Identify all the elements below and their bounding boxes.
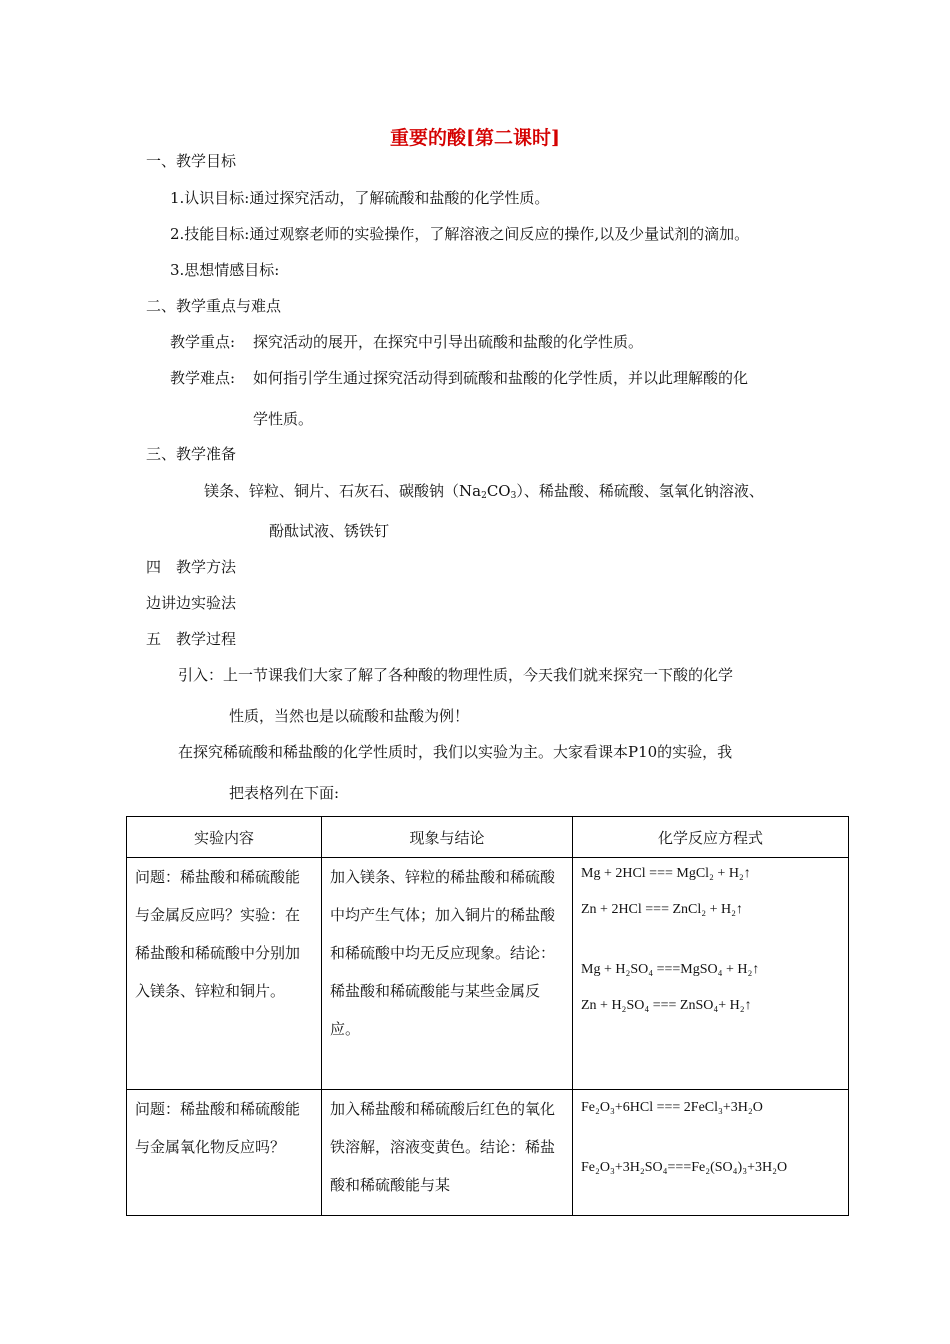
- equation: Zn + 2HCl === ZnCl₂ + H₂↑: [581, 902, 744, 917]
- equation: Zn + H₂SO₄ === ZnSO₄+ H₂↑: [581, 998, 752, 1013]
- section-3-heading: 三、教学准备: [146, 445, 237, 463]
- row2-phenomenon: 加入稀盐酸和稀硫酸后红色的氧化铁溶解，溶液变黄色。结论：稀盐酸和稀硫酸能与某: [330, 1100, 556, 1194]
- table-cell: [322, 1090, 573, 1216]
- table-header-row: [127, 817, 849, 858]
- key-point-text: 探究活动的展开，在探究中引导出硫酸和盐酸的化学性质。: [253, 333, 644, 351]
- experiment-table: [126, 816, 849, 1216]
- equation: Fe₂O₃+6HCl === 2FeCl₃+3H₂O: [581, 1100, 763, 1115]
- teaching-method: 边讲边实验法: [146, 594, 237, 612]
- table-cell: [127, 1090, 322, 1216]
- section-4-heading: 四 教学方法: [146, 558, 237, 576]
- section-1-heading: 一、教学目标: [146, 152, 237, 170]
- equation: Mg + H₂SO₄ ===MgSO₄ + H₂↑: [581, 962, 760, 977]
- section-2-heading: 二、教学重点与难点: [146, 297, 282, 315]
- table-cell: [127, 858, 322, 1090]
- section-5-heading: 五 教学过程: [146, 630, 237, 648]
- key-point-label: 教学重点:: [170, 333, 236, 351]
- goal-skill: 2.技能目标:通过观察老师的实验操作，了解溶液之间反应的操作,以及少量试剂的滴加。: [170, 225, 750, 243]
- header-content: 实验内容: [127, 817, 322, 858]
- goal-cognitive: 1.认识目标:通过探究活动，了解硫酸和盐酸的化学性质。: [170, 189, 550, 207]
- header-equation: 化学反应方程式: [573, 817, 849, 858]
- difficulty-text: 如何指引学生通过探究活动得到硫酸和盐酸的化学性质，并以此理解酸的化: [253, 369, 749, 387]
- page-title: 重要的酸[第二课时]: [390, 127, 560, 149]
- header-phenomenon: 现象与结论: [322, 817, 573, 858]
- goal-emotion: 3.思想情感目标:: [170, 261, 280, 279]
- equation: Mg + 2HCl === MgCl₂ + H₂↑: [581, 866, 751, 881]
- materials-line-2: 酚酞试液、锈铁钉: [269, 522, 390, 540]
- paragraph-2-line-2: 把表格列在下面:: [229, 784, 340, 802]
- table-cell: [573, 858, 849, 1090]
- row2-content: 问题：稀盐酸和稀硫酸能与金属氧化物反应吗？: [135, 1100, 301, 1156]
- table-row: [127, 858, 849, 1090]
- difficulty-label: 教学难点:: [170, 369, 236, 387]
- difficulty-text-cont: 学性质。: [253, 410, 314, 428]
- row1-content: 问题：稀盐酸和稀硫酸能与金属反应吗？实验：在稀盐酸和稀硫酸中分别加入镁条、锌粒和铜片。: [135, 868, 301, 1000]
- equation: Fe₂O₃+3H₂SO₄===Fe₂(SO₄)₃+3H₂O: [581, 1160, 788, 1175]
- materials-line-1: 镁条、锌粒、铜片、石灰石、碳酸钠$(Na_2CO_3)$、稀盐酸、稀硫酸、氢氧化钠溶液、: [204, 482, 764, 501]
- intro-line-2: 性质，当然也是以硫酸和盐酸为例！: [229, 707, 470, 725]
- table-cell: [322, 858, 573, 1090]
- paragraph-2-line-1: 在探究稀硫酸和稀盐酸的化学性质时，我们以实验为主。大家看课本P10的实验，我: [178, 743, 733, 761]
- table-row: [127, 1090, 849, 1216]
- table-cell: [573, 1090, 849, 1216]
- row1-phenomenon: 加入镁条、锌粒的稀盐酸和稀硫酸中均产生气体；加入铜片的稀盐酸和稀硫酸中均无反应现象。结论：稀盐酸和稀硫酸能与某些金属反应。: [330, 868, 556, 1038]
- intro-line-1: 引入：上一节课我们大家了解了各种酸的物理性质，今天我们就来探究一下酸的化学: [178, 666, 734, 684]
